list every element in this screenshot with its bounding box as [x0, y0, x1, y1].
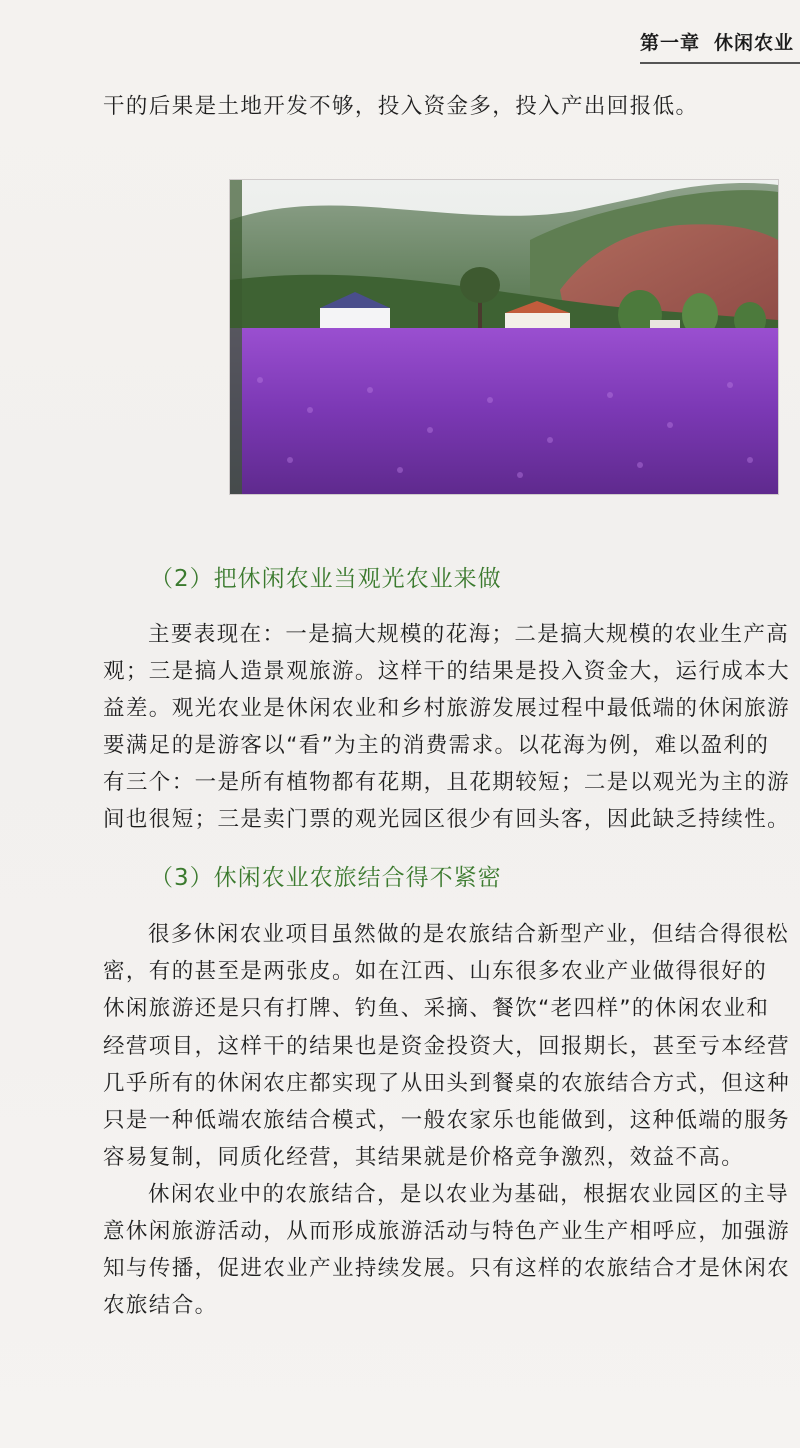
paragraph-line: 休闲农业中的农旅结合，是以农业为基础，根据农业园区的主导 — [148, 1182, 790, 1207]
running-header — [640, 28, 800, 55]
paragraph-line: 干的后果是土地开发不够，投入资金多，投入产出回报低。 — [103, 94, 699, 119]
paragraph-line: 意休闲旅游活动，从而形成旅游活动与特色产业生产相呼应，加强游 — [103, 1219, 791, 1244]
chapter-title: 休闲农业 — [714, 32, 795, 54]
paragraph-line: 知与传播，促进农业产业持续发展。只有这样的农旅结合才是休闲农 — [103, 1256, 791, 1281]
paragraph-line: 容易复制，同质化经营，其结果就是价格竞争激烈，效益不高。 — [103, 1145, 745, 1170]
lavender-field-photo — [230, 180, 778, 494]
paragraph-line: 几乎所有的休闲农庄都实现了从田头到餐桌的农旅结合方式，但这种 — [103, 1071, 791, 1096]
paragraph-line: 休闲旅游还是只有打牌、钓鱼、采摘、餐饮“老四样”的休闲农业和 — [103, 996, 770, 1021]
section-heading-2: （2）把休闲农业当观光农业来做 — [150, 566, 502, 592]
section-heading-3: （3）休闲农业农旅结合得不紧密 — [150, 865, 502, 891]
paragraph-line: 经营项目，这样干的结果也是资金投资大，回报期长，甚至亏本经营 — [103, 1034, 791, 1059]
paragraph-line: 密，有的甚至是两张皮。如在江西、山东很多农业产业做得很好的 — [103, 959, 768, 984]
paragraph-line: 间也很短；三是卖门票的观光园区很少有回头客，因此缺乏持续性。 — [103, 807, 791, 832]
paragraph-line: 有三个：一是所有植物都有花期，且花期较短；二是以观光为主的游 — [103, 770, 791, 795]
header-rule — [640, 62, 800, 64]
paragraph-line: 主要表现在：一是搞大规模的花海；二是搞大规模的农业生产高 — [148, 622, 790, 647]
paragraph-line: 益差。观光农业是休闲农业和乡村旅游发展过程中最低端的休闲旅游 — [103, 696, 791, 721]
paragraph-line: 很多休闲农业项目虽然做的是农旅结合新型产业，但结合得很松 — [148, 922, 790, 947]
paragraph-line: 农旅结合。 — [103, 1293, 218, 1318]
chapter-number: 第一章 — [640, 32, 701, 54]
paragraph-line: 要满足的是游客以“看”为主的消费需求。以花海为例，难以盈利的 — [103, 733, 770, 758]
paragraph-line: 观；三是搞人造景观旅游。这样干的结果是投入资金大，运行成本大 — [103, 659, 791, 684]
paragraph-line: 只是一种低端农旅结合模式，一般农家乐也能做到，这种低端的服务 — [103, 1108, 791, 1133]
